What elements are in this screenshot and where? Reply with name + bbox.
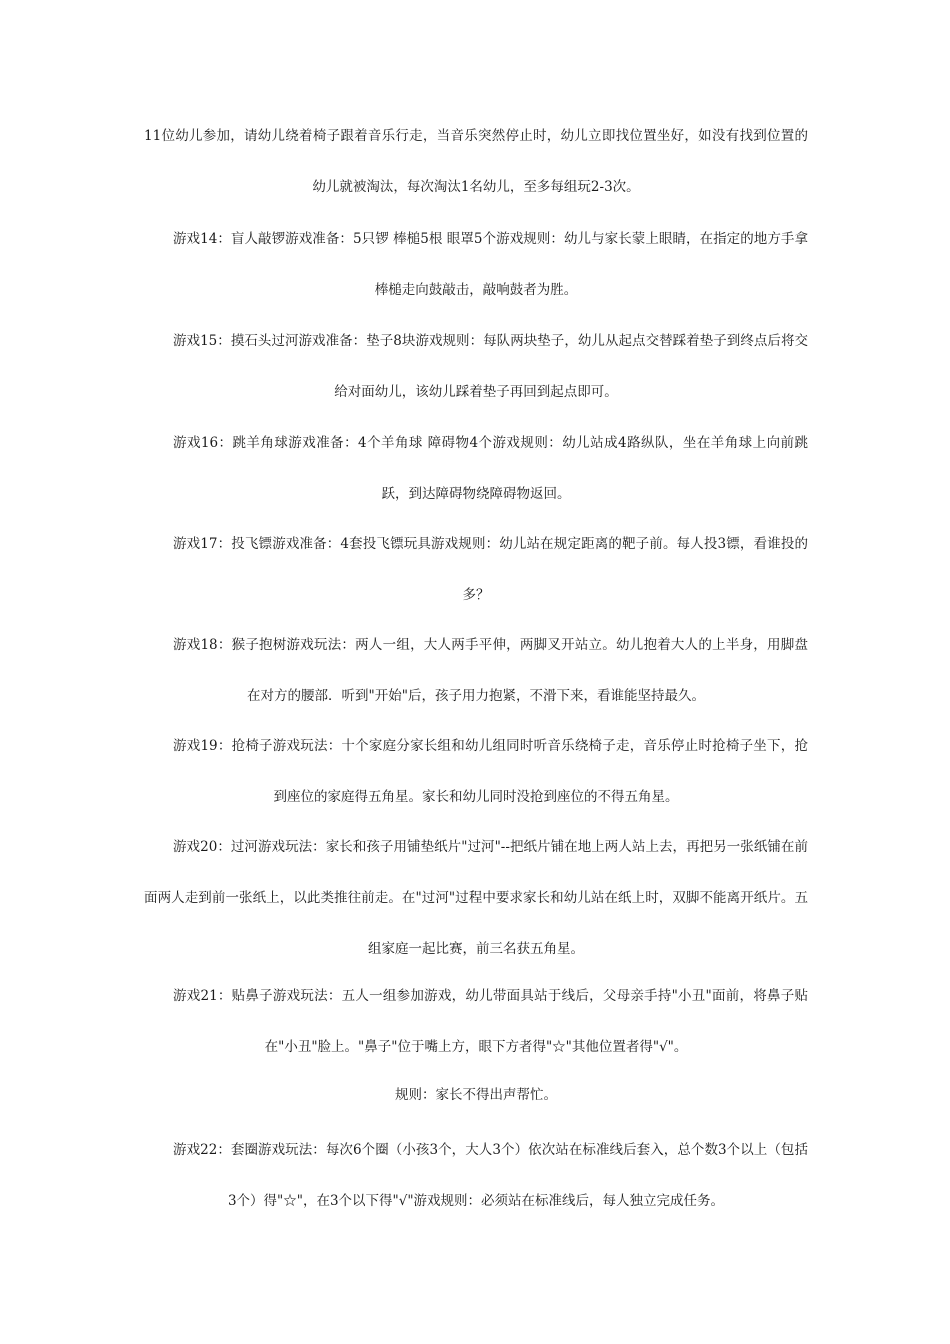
paragraph-game19: 游戏19：抢椅子游戏玩法：十个家庭分家长组和幼儿组同时听音乐绕椅子走，音乐停止时抢椅子坐下，抢到座位的家庭得五角星。家长和幼儿同时没抢到座位的不得五角星。 — [173, 738, 808, 805]
paragraph-game17: 游戏17：投飞镖游戏准备：4套投飞镖玩具游戏规则：幼儿站在规定距离的靶子前。每人投3镖，看谁投的多？ — [173, 536, 808, 603]
paragraph-game21: 游戏21：贴鼻子游戏玩法：五人一组参加游戏，幼儿带面具站于线后，父母亲手持"小丑"面前，将鼻子贴在"小丑"脸上。"鼻子"位于嘴上方，眼下方者得"☆"其他位置者得"√"。 — [173, 988, 808, 1055]
paragraph-game15: 游戏15：摸石头过河游戏准备：垫子8块游戏规则：每队两块垫子，幼儿从起点交替踩着垫子到终点后将交给对面幼儿，该幼儿踩着垫子再回到起点即可。 — [173, 333, 808, 400]
paragraph-game22: 游戏22：套圈游戏玩法：每次6个圈（小孩3个，大人3个）依次站在标准线后套入，总个数3个以上（包括3个）得"☆"，在3个以下得"√"游戏规则：必须站在标准线后，每人独立完成任务。 — [173, 1142, 808, 1209]
paragraph-game20: 游戏20：过河游戏玩法：家长和孩子用铺垫纸片"过河"--把纸片铺在地上两人站上去，再把另一张纸铺在前面两人走到前一张纸上，以此类推往前走。在"过河"过程中要求家长和幼儿站在纸上时，双脚不能离开纸片。五组家庭一起比赛，前三名获五角星。 — [144, 839, 808, 957]
paragraph-game16: 游戏16：跳羊角球游戏准备：4个羊角球 障碍物4个游戏规则：幼儿站成4路纵队，坐在羊角球上向前跳跃，到达障碍物绕障碍物返回。 — [173, 435, 808, 502]
paragraph-game13-continued: 11位幼儿参加，请幼儿绕着椅子跟着音乐行走，当音乐突然停止时，幼儿立即找位置坐好，如没有找到位置的幼儿就被淘汰，每次淘汰1名幼儿，至多每组玩2-3次。 — [144, 128, 808, 195]
paragraph-game18: 游戏18：猴子抱树游戏玩法：两人一组，大人两手平伸，两脚叉开站立。幼儿抱着大人的上半身，用脚盘在对方的腰部．听到"开始"后，孩子用力抱紧，不滑下来，看谁能坚持最久。 — [173, 637, 808, 704]
paragraph-game14: 游戏14：盲人敲锣游戏准备：5只锣 棒槌5根 眼罩5个游戏规则：幼儿与家长蒙上眼睛，在指定的地方手拿棒槌走向鼓敲击，敲响鼓者为胜。 — [173, 231, 808, 298]
paragraph-rule-note: 规则：家长不得出声帮忙。 — [395, 1087, 557, 1103]
